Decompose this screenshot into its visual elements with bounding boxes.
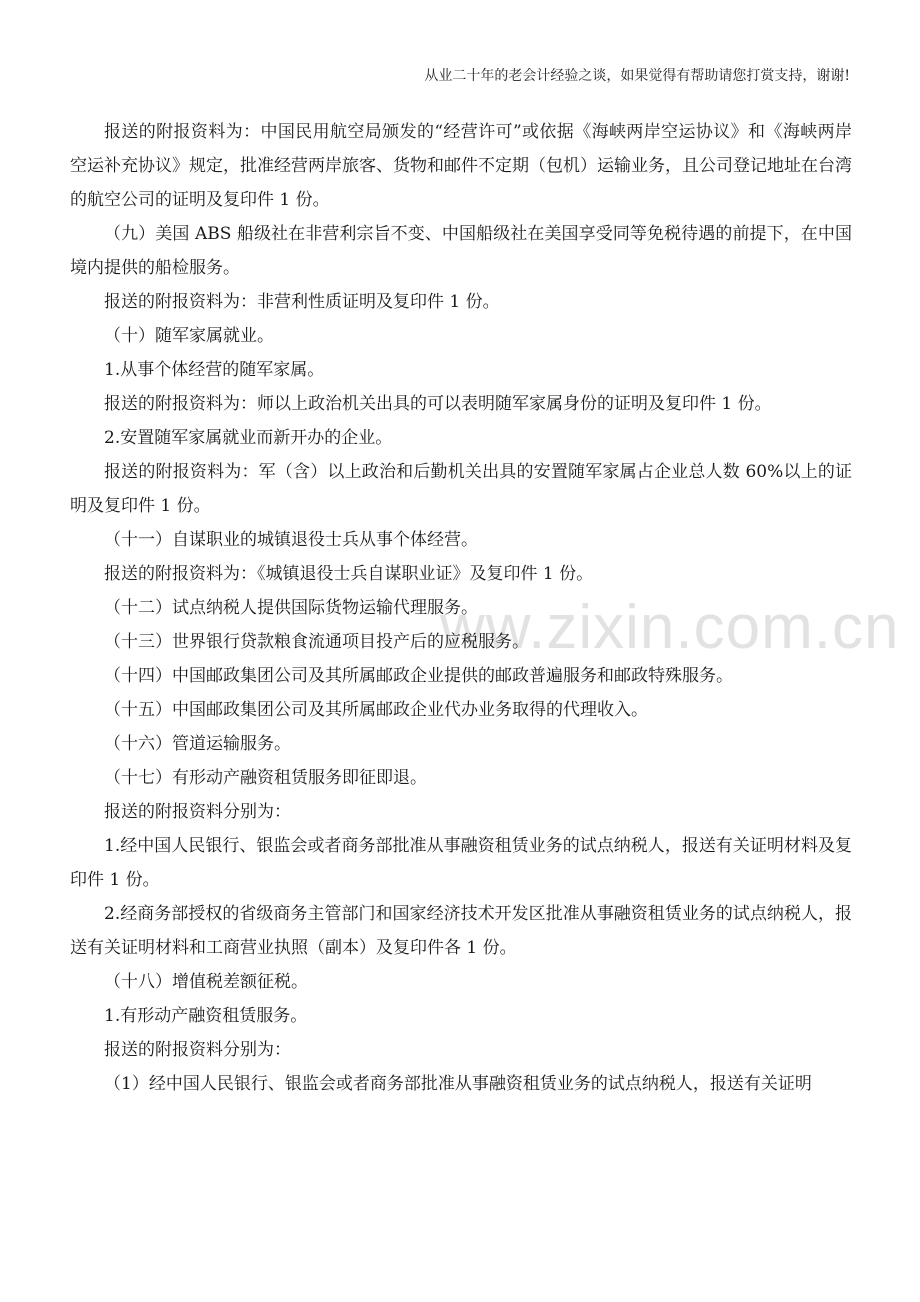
paragraph: 报送的附报资料为：中国民用航空局颁发的“经营许可”或依据《海峡两岸空运协议》和《海峡两岸空运补充协议》规定，批准经营两岸旅客、货物和邮件不定期（包机）运输业务，且公司登记地址在台湾的航空公司的证明及复印件 1 份。: [70, 122, 852, 210]
paragraph: 报送的附报资料为：军（含）以上政治和后勤机关出具的安置随军家属占企业总人数 60%以上的证明及复印件 1 份。: [70, 462, 852, 516]
paragraph: 1.经中国人民银行、银监会或者商务部批准从事融资租赁业务的试点纳税人，报送有关证明材料及复印件 1 份。: [70, 836, 852, 890]
paragraph: 报送的附报资料分别为：: [104, 1040, 291, 1060]
paragraph: （十三）世界银行贷款粮食流通项目投产后的应税服务。: [104, 632, 529, 652]
header-note: 从业二十年的老会计经验之谈，如果觉得有帮助请您打赏支持，谢谢!: [424, 68, 850, 84]
paragraph: （1）经中国人民银行、银监会或者商务部批准从事融资租赁业务的试点纳税人，报送有关证明: [104, 1074, 812, 1094]
paragraph: （十二）试点纳税人提供国际货物运输代理服务。: [104, 598, 478, 618]
paragraph: 报送的附报资料为：师以上政治机关出具的可以表明随军家属身份的证明及复印件 1 份。: [104, 394, 772, 414]
paragraph: 2.安置随军家属就业而新开办的企业。: [104, 428, 393, 448]
paragraph: 报送的附报资料为：《城镇退役士兵自谋职业证》及复印件 1 份。: [104, 564, 594, 584]
paragraph: （十五）中国邮政集团公司及其所属邮政企业代办业务取得的代理收入。: [104, 700, 648, 720]
paragraph: （十七）有形动产融资租赁服务即征即退。: [104, 768, 427, 788]
document-body: [70, 115, 852, 1101]
watermark: ww.zixin.com.cn: [440, 593, 900, 662]
paragraph: （十四）中国邮政集团公司及其所属邮政企业提供的邮政普遍服务和邮政特殊服务。: [104, 666, 733, 686]
paragraph: （十）随军家属就业。: [104, 326, 274, 346]
paragraph: （十六）管道运输服务。: [104, 734, 291, 754]
paragraph: （九）美国 ABS 船级社在非营利宗旨不变、中国船级社在美国享受同等免税待遇的前提下，在中国境内提供的船检服务。: [70, 224, 852, 278]
paragraph: 报送的附报资料分别为：: [104, 802, 291, 822]
paragraph: （十八）增值税差额征税。: [104, 972, 308, 992]
paragraph: 1.从事个体经营的随军家属。: [104, 360, 325, 380]
paragraph: 1.有形动产融资租赁服务。: [104, 1006, 308, 1026]
paragraph: （十一）自谋职业的城镇退役士兵从事个体经营。: [104, 530, 478, 550]
paragraph: 报送的附报资料为：非营利性质证明及复印件 1 份。: [104, 292, 500, 312]
paragraph: 2.经商务部授权的省级商务主管部门和国家经济技术开发区批准从事融资租赁业务的试点纳税人，报送有关证明材料和工商营业执照（副本）及复印件各 1 份。: [70, 904, 852, 958]
